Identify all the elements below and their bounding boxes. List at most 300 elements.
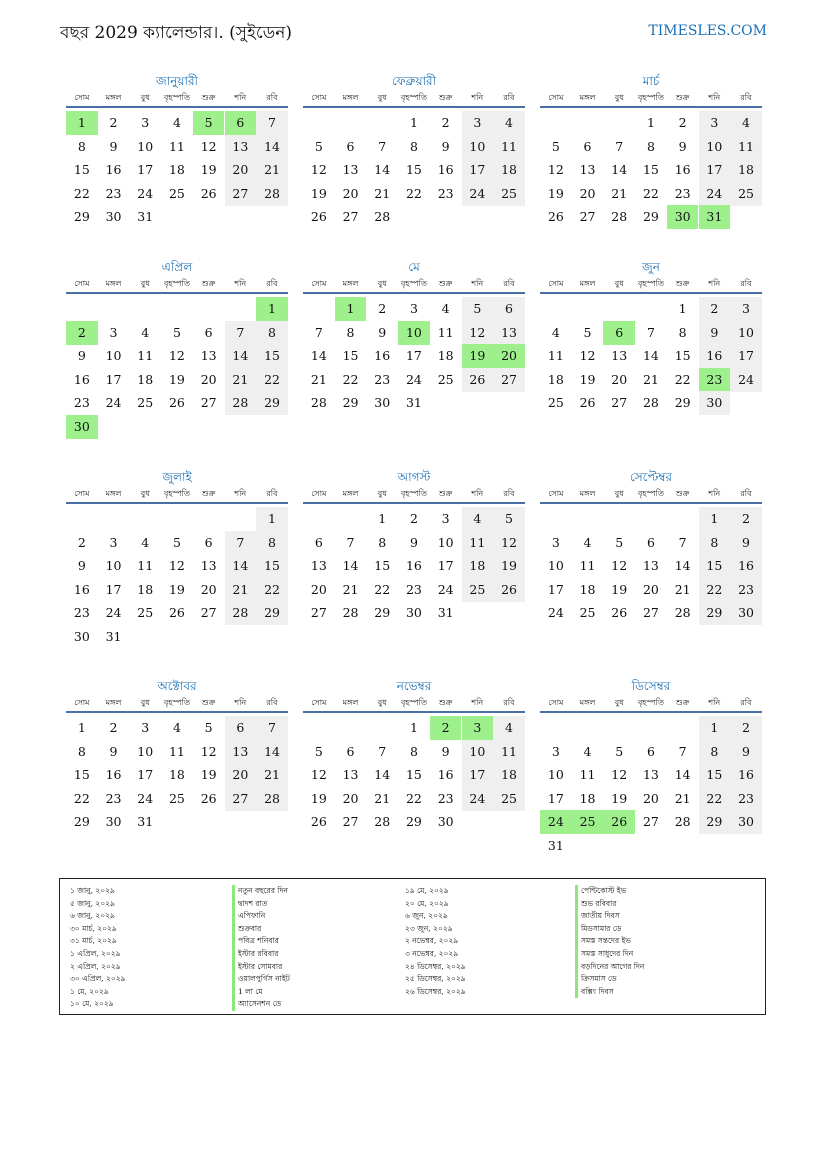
day-cell[interactable]: 28	[225, 391, 257, 415]
holiday-day-cell[interactable]: 25	[572, 810, 604, 834]
day-cell[interactable]: 9	[109, 743, 118, 759]
day-cell[interactable]: 10	[105, 558, 122, 573]
day-cell[interactable]: 2	[109, 115, 118, 130]
day-cell[interactable]: 13	[579, 162, 596, 177]
day-cell[interactable]: 17	[137, 767, 154, 782]
day-cell[interactable]: 12	[200, 138, 217, 154]
day-cell[interactable]: 29	[374, 605, 391, 620]
day-cell[interactable]: 16	[730, 554, 762, 578]
day-cell[interactable]: 29	[699, 601, 731, 625]
day-cell[interactable]: 23	[374, 371, 391, 387]
day-cell[interactable]: 18	[547, 371, 564, 387]
day-cell[interactable]: 15	[674, 348, 691, 363]
day-cell[interactable]: 21	[256, 158, 288, 182]
day-cell[interactable]: 2	[409, 511, 418, 526]
day-cell[interactable]: 23	[105, 185, 122, 201]
day-cell[interactable]: 20	[342, 790, 359, 806]
day-cell[interactable]: 1	[699, 716, 731, 740]
day-cell[interactable]: 9	[699, 321, 731, 345]
day-cell[interactable]: 2	[378, 301, 387, 316]
day-cell[interactable]: 25	[493, 182, 525, 206]
day-cell[interactable]: 11	[493, 135, 525, 159]
day-cell[interactable]: 31	[137, 814, 154, 829]
day-cell[interactable]: 28	[674, 814, 691, 829]
day-cell[interactable]: 1	[646, 115, 655, 130]
day-cell[interactable]: 4	[141, 324, 150, 340]
day-cell[interactable]: 5	[314, 743, 323, 759]
day-cell[interactable]: 17	[462, 158, 494, 182]
day-cell[interactable]: 22	[256, 578, 288, 602]
day-cell[interactable]: 17	[547, 790, 564, 806]
day-cell[interactable]: 12	[462, 321, 494, 345]
day-cell[interactable]: 14	[374, 162, 391, 177]
day-cell[interactable]: 20	[225, 763, 257, 787]
day-cell[interactable]: 13	[200, 348, 217, 363]
day-cell[interactable]: 11	[547, 348, 564, 363]
day-cell[interactable]: 16	[730, 763, 762, 787]
holiday-day-cell[interactable]: 31	[699, 205, 731, 229]
day-cell[interactable]: 13	[310, 558, 327, 573]
day-cell[interactable]: 30	[105, 814, 122, 829]
day-cell[interactable]: 3	[109, 534, 118, 550]
day-cell[interactable]: 21	[225, 578, 257, 602]
day-cell[interactable]: 8	[699, 740, 731, 764]
day-cell[interactable]: 4	[493, 716, 525, 740]
holiday-day-cell[interactable]: 3	[462, 716, 494, 740]
day-cell[interactable]: 27	[493, 368, 525, 392]
day-cell[interactable]: 15	[73, 162, 90, 177]
day-cell[interactable]: 1	[378, 511, 387, 526]
day-cell[interactable]: 14	[225, 344, 257, 368]
day-cell[interactable]: 29	[699, 810, 731, 834]
day-cell[interactable]: 3	[109, 324, 118, 340]
day-cell[interactable]: 26	[579, 395, 596, 410]
day-cell[interactable]: 13	[611, 348, 628, 363]
day-cell[interactable]: 4	[730, 111, 762, 135]
day-cell[interactable]: 5	[462, 297, 494, 321]
day-cell[interactable]: 24	[105, 395, 122, 410]
day-cell[interactable]: 7	[615, 138, 624, 154]
day-cell[interactable]: 20	[342, 185, 359, 201]
day-cell[interactable]: 21	[611, 185, 628, 201]
day-cell[interactable]: 13	[225, 135, 257, 159]
day-cell[interactable]: 14	[256, 740, 288, 764]
day-cell[interactable]: 12	[168, 558, 185, 573]
day-cell[interactable]: 23	[437, 790, 454, 806]
day-cell[interactable]: 9	[77, 558, 86, 573]
day-cell[interactable]: 30	[73, 628, 90, 644]
day-cell[interactable]: 11	[462, 531, 494, 555]
day-cell[interactable]: 14	[674, 558, 691, 573]
day-cell[interactable]: 27	[642, 605, 659, 620]
holiday-day-cell[interactable]: 6	[603, 321, 635, 345]
day-cell[interactable]: 27	[310, 605, 327, 620]
day-cell[interactable]: 7	[678, 534, 687, 550]
day-cell[interactable]: 17	[699, 158, 731, 182]
day-cell[interactable]: 15	[405, 767, 422, 782]
day-cell[interactable]: 30	[699, 391, 731, 415]
day-cell[interactable]: 23	[437, 185, 454, 201]
day-cell[interactable]: 16	[405, 558, 422, 573]
day-cell[interactable]: 13	[225, 740, 257, 764]
day-cell[interactable]: 18	[493, 158, 525, 182]
day-cell[interactable]: 28	[256, 787, 288, 811]
day-cell[interactable]: 14	[674, 767, 691, 782]
day-cell[interactable]: 3	[141, 115, 150, 130]
day-cell[interactable]: 3	[730, 297, 762, 321]
day-cell[interactable]: 6	[225, 716, 257, 740]
day-cell[interactable]: 28	[374, 814, 391, 829]
day-cell[interactable]: 7	[225, 321, 257, 345]
day-cell[interactable]: 11	[493, 740, 525, 764]
day-cell[interactable]: 26	[168, 605, 185, 620]
day-cell[interactable]: 10	[547, 767, 564, 782]
day-cell[interactable]: 16	[674, 162, 691, 177]
day-cell[interactable]: 23	[73, 605, 90, 620]
day-cell[interactable]: 29	[405, 814, 422, 829]
day-cell[interactable]: 19	[611, 790, 628, 806]
day-cell[interactable]: 9	[730, 531, 762, 555]
day-cell[interactable]: 23	[730, 578, 762, 602]
day-cell[interactable]: 18	[462, 554, 494, 578]
day-cell[interactable]: 2	[109, 720, 118, 735]
day-cell[interactable]: 25	[493, 787, 525, 811]
day-cell[interactable]: 20	[611, 371, 628, 387]
day-cell[interactable]: 25	[579, 605, 596, 620]
day-cell[interactable]: 9	[77, 348, 86, 363]
day-cell[interactable]: 28	[611, 209, 628, 224]
day-cell[interactable]: 2	[730, 716, 762, 740]
day-cell[interactable]: 16	[73, 581, 90, 597]
day-cell[interactable]: 29	[256, 391, 288, 415]
day-cell[interactable]: 22	[73, 790, 90, 806]
day-cell[interactable]: 6	[346, 138, 355, 154]
day-cell[interactable]: 9	[378, 324, 387, 340]
day-cell[interactable]: 26	[611, 605, 628, 620]
day-cell[interactable]: 16	[699, 344, 731, 368]
day-cell[interactable]: 5	[314, 138, 323, 154]
day-cell[interactable]: 29	[342, 395, 359, 410]
day-cell[interactable]: 12	[611, 767, 628, 782]
day-cell[interactable]: 12	[310, 767, 327, 782]
day-cell[interactable]: 22	[73, 185, 90, 201]
day-cell[interactable]: 1	[699, 507, 731, 531]
day-cell[interactable]: 25	[462, 578, 494, 602]
holiday-day-cell[interactable]: 1	[256, 297, 288, 321]
day-cell[interactable]: 17	[405, 348, 422, 363]
day-cell[interactable]: 18	[168, 767, 185, 782]
day-cell[interactable]: 1	[678, 301, 687, 316]
day-cell[interactable]: 14	[310, 348, 327, 363]
day-cell[interactable]: 16	[105, 162, 122, 177]
day-cell[interactable]: 2	[699, 297, 731, 321]
day-cell[interactable]: 15	[256, 554, 288, 578]
day-cell[interactable]: 31	[437, 605, 454, 620]
day-cell[interactable]: 8	[378, 534, 387, 550]
day-cell[interactable]: 14	[611, 162, 628, 177]
day-cell[interactable]: 25	[168, 790, 185, 806]
day-cell[interactable]: 23	[730, 787, 762, 811]
day-cell[interactable]: 26	[200, 185, 217, 201]
day-cell[interactable]: 11	[730, 135, 762, 159]
site-link[interactable]: TIMESLES.COM	[648, 23, 767, 39]
day-cell[interactable]: 30	[437, 814, 454, 829]
day-cell[interactable]: 4	[172, 720, 181, 735]
day-cell[interactable]: 29	[256, 601, 288, 625]
day-cell[interactable]: 8	[409, 138, 418, 154]
day-cell[interactable]: 20	[200, 371, 217, 387]
day-cell[interactable]: 25	[137, 605, 154, 620]
day-cell[interactable]: 23	[105, 790, 122, 806]
day-cell[interactable]: 24	[105, 605, 122, 620]
day-cell[interactable]: 18	[579, 790, 596, 806]
day-cell[interactable]: 17	[730, 344, 762, 368]
day-cell[interactable]: 18	[137, 581, 154, 597]
day-cell[interactable]: 4	[462, 507, 494, 531]
day-cell[interactable]: 25	[137, 395, 154, 410]
day-cell[interactable]: 17	[547, 581, 564, 597]
day-cell[interactable]: 8	[699, 531, 731, 555]
day-cell[interactable]: 10	[699, 135, 731, 159]
day-cell[interactable]: 3	[141, 720, 150, 735]
day-cell[interactable]: 11	[168, 138, 185, 154]
day-cell[interactable]: 3	[409, 301, 418, 316]
day-cell[interactable]: 25	[168, 185, 185, 201]
day-cell[interactable]: 24	[730, 368, 762, 392]
day-cell[interactable]: 10	[137, 743, 154, 759]
day-cell[interactable]: 18	[137, 371, 154, 387]
day-cell[interactable]: 6	[583, 138, 592, 154]
day-cell[interactable]: 30	[405, 605, 422, 620]
day-cell[interactable]: 9	[109, 138, 118, 154]
holiday-day-cell[interactable]: 2	[66, 321, 98, 345]
day-cell[interactable]: 12	[547, 162, 564, 177]
day-cell[interactable]: 7	[256, 716, 288, 740]
day-cell[interactable]: 19	[310, 185, 327, 201]
day-cell[interactable]: 28	[225, 601, 257, 625]
day-cell[interactable]: 20	[200, 581, 217, 597]
day-cell[interactable]: 20	[225, 158, 257, 182]
day-cell[interactable]: 7	[225, 531, 257, 555]
day-cell[interactable]: 21	[674, 581, 691, 597]
day-cell[interactable]: 8	[646, 138, 655, 154]
day-cell[interactable]: 7	[256, 111, 288, 135]
day-cell[interactable]: 20	[642, 790, 659, 806]
day-cell[interactable]: 15	[73, 767, 90, 782]
day-cell[interactable]: 11	[437, 324, 454, 340]
day-cell[interactable]: 4	[551, 324, 560, 340]
day-cell[interactable]: 21	[310, 371, 327, 387]
holiday-day-cell[interactable]: 5	[193, 111, 225, 135]
day-cell[interactable]: 11	[137, 558, 154, 573]
day-cell[interactable]: 16	[437, 162, 454, 177]
day-cell[interactable]: 13	[493, 321, 525, 345]
day-cell[interactable]: 15	[342, 348, 359, 363]
day-cell[interactable]: 31	[137, 209, 154, 224]
day-cell[interactable]: 23	[73, 395, 90, 410]
day-cell[interactable]: 14	[374, 767, 391, 782]
day-cell[interactable]: 3	[551, 534, 560, 550]
day-cell[interactable]: 25	[547, 395, 564, 410]
day-cell[interactable]: 31	[547, 837, 564, 853]
day-cell[interactable]: 26	[462, 368, 494, 392]
day-cell[interactable]: 19	[547, 185, 564, 201]
holiday-day-cell[interactable]: 30	[667, 205, 699, 229]
day-cell[interactable]: 24	[137, 790, 154, 806]
day-cell[interactable]: 19	[168, 371, 185, 387]
day-cell[interactable]: 22	[374, 581, 391, 597]
day-cell[interactable]: 17	[105, 371, 122, 387]
day-cell[interactable]: 5	[172, 324, 181, 340]
day-cell[interactable]: 5	[551, 138, 560, 154]
day-cell[interactable]: 10	[437, 534, 454, 550]
day-cell[interactable]: 16	[73, 371, 90, 387]
day-cell[interactable]: 21	[674, 790, 691, 806]
day-cell[interactable]: 6	[314, 534, 323, 550]
day-cell[interactable]: 22	[674, 371, 691, 387]
day-cell[interactable]: 7	[314, 324, 323, 340]
day-cell[interactable]: 24	[699, 182, 731, 206]
day-cell[interactable]: 10	[462, 740, 494, 764]
day-cell[interactable]: 18	[730, 158, 762, 182]
day-cell[interactable]: 2	[77, 534, 86, 550]
day-cell[interactable]: 27	[200, 395, 217, 410]
day-cell[interactable]: 11	[579, 767, 596, 782]
day-cell[interactable]: 31	[105, 628, 122, 644]
day-cell[interactable]: 14	[642, 348, 659, 363]
day-cell[interactable]: 5	[615, 743, 624, 759]
day-cell[interactable]: 7	[378, 138, 387, 154]
holiday-day-cell[interactable]: 20	[493, 344, 525, 368]
day-cell[interactable]: 11	[137, 348, 154, 363]
day-cell[interactable]: 16	[374, 348, 391, 363]
day-cell[interactable]: 7	[678, 743, 687, 759]
day-cell[interactable]: 29	[73, 814, 90, 829]
day-cell[interactable]: 27	[611, 395, 628, 410]
day-cell[interactable]: 1	[256, 507, 288, 531]
day-cell[interactable]: 8	[678, 324, 687, 340]
day-cell[interactable]: 25	[437, 371, 454, 387]
day-cell[interactable]: 29	[642, 209, 659, 224]
day-cell[interactable]: 14	[256, 135, 288, 159]
day-cell[interactable]: 8	[409, 743, 418, 759]
day-cell[interactable]: 15	[699, 763, 731, 787]
day-cell[interactable]: 30	[730, 601, 762, 625]
day-cell[interactable]: 19	[611, 581, 628, 597]
day-cell[interactable]: 5	[493, 507, 525, 531]
day-cell[interactable]: 13	[342, 162, 359, 177]
day-cell[interactable]: 12	[493, 531, 525, 555]
day-cell[interactable]: 17	[105, 581, 122, 597]
day-cell[interactable]: 28	[342, 605, 359, 620]
day-cell[interactable]: 15	[256, 344, 288, 368]
day-cell[interactable]: 21	[225, 368, 257, 392]
day-cell[interactable]: 27	[642, 814, 659, 829]
holiday-day-cell[interactable]: 2	[430, 716, 462, 740]
day-cell[interactable]: 13	[200, 558, 217, 573]
day-cell[interactable]: 27	[342, 814, 359, 829]
day-cell[interactable]: 21	[256, 763, 288, 787]
day-cell[interactable]: 7	[646, 324, 655, 340]
day-cell[interactable]: 19	[310, 790, 327, 806]
holiday-day-cell[interactable]: 10	[398, 321, 430, 345]
day-cell[interactable]: 16	[437, 767, 454, 782]
day-cell[interactable]: 19	[493, 554, 525, 578]
day-cell[interactable]: 21	[642, 371, 659, 387]
day-cell[interactable]: 4	[493, 111, 525, 135]
day-cell[interactable]: 26	[310, 209, 327, 224]
day-cell[interactable]: 18	[437, 348, 454, 363]
day-cell[interactable]: 18	[493, 763, 525, 787]
day-cell[interactable]: 31	[405, 395, 422, 410]
day-cell[interactable]: 5	[583, 324, 592, 340]
day-cell[interactable]: 21	[342, 581, 359, 597]
day-cell[interactable]: 22	[642, 185, 659, 201]
day-cell[interactable]: 21	[374, 790, 391, 806]
day-cell[interactable]: 27	[342, 209, 359, 224]
day-cell[interactable]: 27	[579, 209, 596, 224]
day-cell[interactable]: 24	[547, 605, 564, 620]
day-cell[interactable]: 17	[462, 763, 494, 787]
day-cell[interactable]: 3	[551, 743, 560, 759]
day-cell[interactable]: 13	[342, 767, 359, 782]
day-cell[interactable]: 1	[409, 720, 418, 735]
day-cell[interactable]: 6	[346, 743, 355, 759]
day-cell[interactable]: 24	[137, 185, 154, 201]
day-cell[interactable]: 3	[441, 511, 450, 526]
day-cell[interactable]: 26	[493, 578, 525, 602]
day-cell[interactable]: 22	[699, 578, 731, 602]
day-cell[interactable]: 3	[699, 111, 731, 135]
day-cell[interactable]: 22	[405, 790, 422, 806]
holiday-day-cell[interactable]: 1	[335, 297, 367, 321]
holiday-day-cell[interactable]: 24	[540, 810, 572, 834]
day-cell[interactable]: 29	[674, 395, 691, 410]
day-cell[interactable]: 26	[547, 209, 564, 224]
day-cell[interactable]: 13	[642, 767, 659, 782]
day-cell[interactable]: 27	[225, 182, 257, 206]
day-cell[interactable]: 19	[168, 581, 185, 597]
holiday-day-cell[interactable]: 30	[66, 415, 98, 439]
day-cell[interactable]: 30	[730, 810, 762, 834]
day-cell[interactable]: 14	[342, 558, 359, 573]
day-cell[interactable]: 6	[204, 324, 213, 340]
day-cell[interactable]: 17	[137, 162, 154, 177]
day-cell[interactable]: 28	[256, 182, 288, 206]
day-cell[interactable]: 24	[405, 371, 422, 387]
day-cell[interactable]: 12	[579, 348, 596, 363]
day-cell[interactable]: 6	[493, 297, 525, 321]
day-cell[interactable]: 27	[225, 787, 257, 811]
day-cell[interactable]: 26	[200, 790, 217, 806]
holiday-day-cell[interactable]: 23	[699, 368, 731, 392]
day-cell[interactable]: 4	[583, 743, 592, 759]
day-cell[interactable]: 20	[642, 581, 659, 597]
day-cell[interactable]: 19	[579, 371, 596, 387]
day-cell[interactable]: 1	[409, 115, 418, 130]
day-cell[interactable]: 10	[547, 558, 564, 573]
day-cell[interactable]: 6	[646, 743, 655, 759]
day-cell[interactable]: 30	[105, 209, 122, 224]
day-cell[interactable]: 6	[204, 534, 213, 550]
day-cell[interactable]: 22	[342, 371, 359, 387]
day-cell[interactable]: 9	[409, 534, 418, 550]
day-cell[interactable]: 10	[105, 348, 122, 363]
holiday-day-cell[interactable]: 1	[66, 111, 98, 135]
day-cell[interactable]: 18	[168, 162, 185, 177]
day-cell[interactable]: 2	[730, 507, 762, 531]
day-cell[interactable]: 16	[105, 767, 122, 782]
